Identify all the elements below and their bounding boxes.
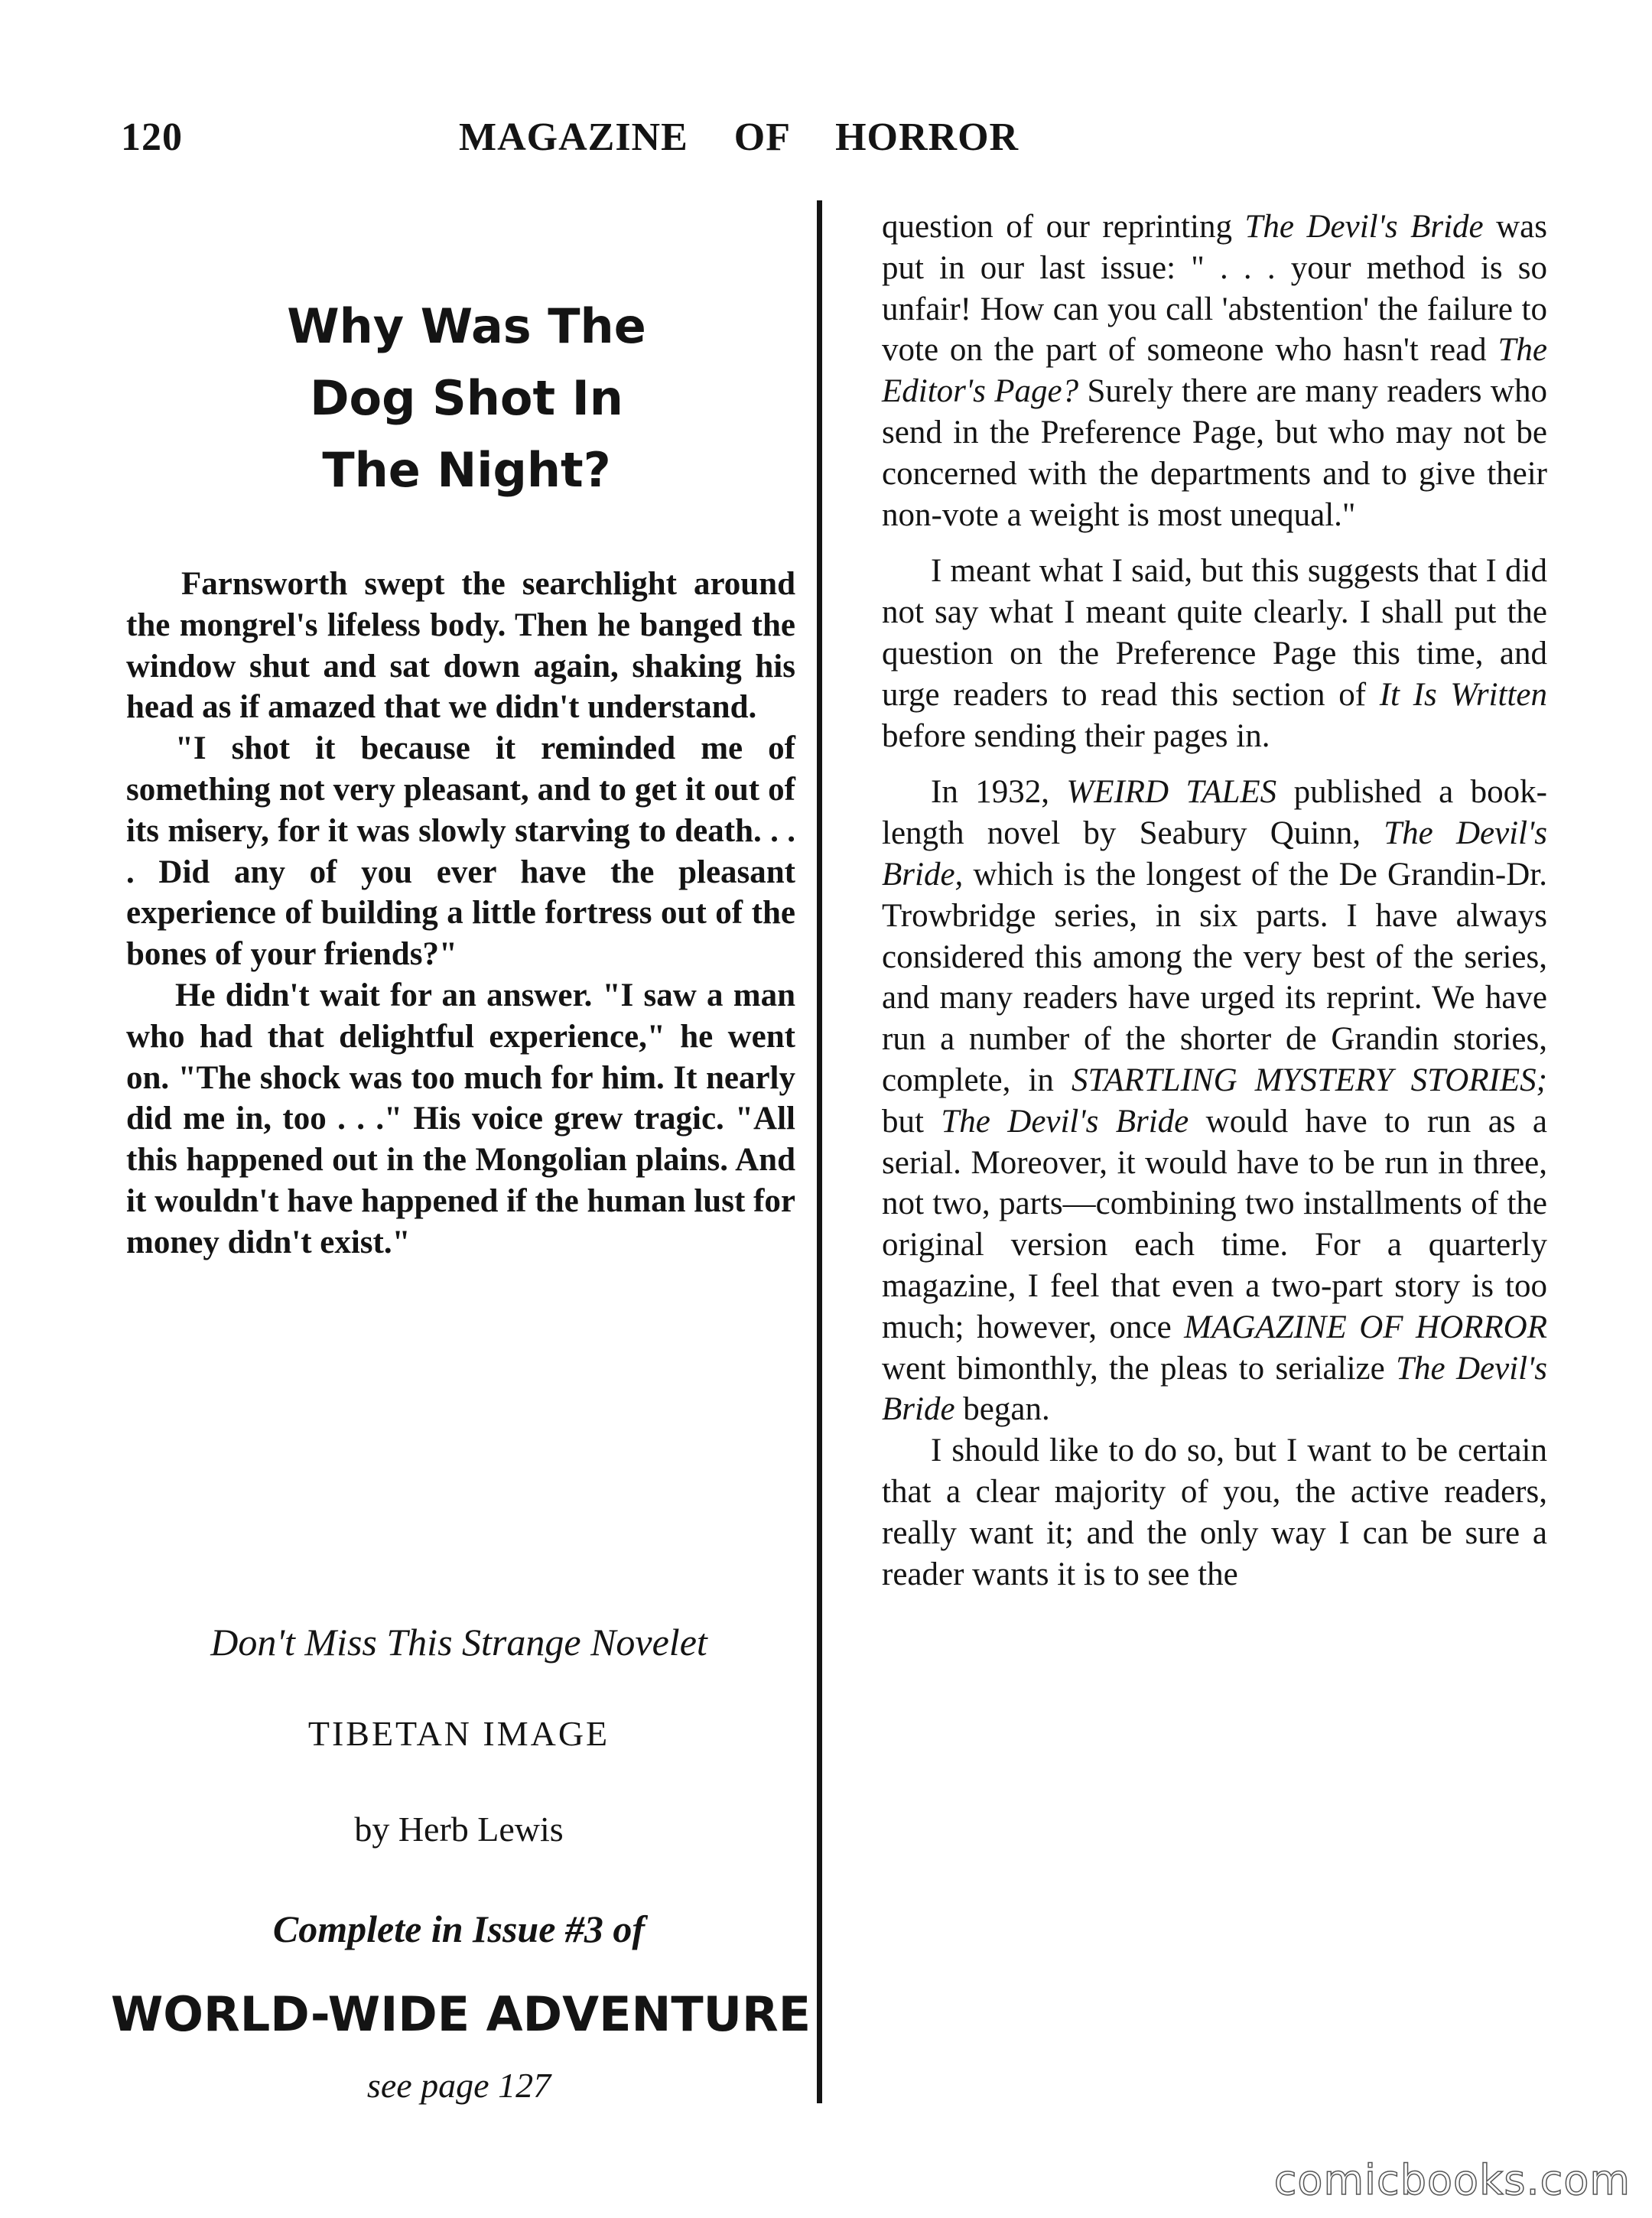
excerpt-paragraph: He didn't wait for an answer. "I saw a man who had that delightful experience," he went on. "The shock was too much for him. It nearly did me in, too . . ." His voice grew tragic. "All this happened out in the Mongolian plains. And it wouldn't have happened if the human lust for money didn't exist.": [126, 977, 795, 1260]
running-title: MAGAZINE OF HORROR: [459, 115, 1019, 159]
italic-title: The Devil's Bride,: [882, 815, 1547, 893]
text-run: question of our reprinting: [882, 209, 1245, 245]
column-divider: [817, 200, 822, 2103]
excerpt-paragraph: "I shot it because it reminded me of something not very pleasant, and to get it out of its misery, for it was slowly starving to death. . . . Did any of you ever have the pleasant experience of building a little fortress out of the bones of your friends?": [126, 730, 795, 973]
text-run: but: [882, 1103, 941, 1140]
ad-byline: by Herb Lewis: [354, 1810, 564, 1849]
ad-issue-line: Complete in Issue #3 of: [272, 1907, 646, 1950]
text-run: which is the longest of the De Grandin-Dr. Trowbridge series, in six parts. I have always considered this among the very best of the series, and many readers have urged its reprint. We have run a number of the shorter de Grandin stories, complete, in: [882, 856, 1547, 1098]
italic-title: WEIRD TALES: [1066, 774, 1277, 811]
italic-title: MAGAZINE OF HORROR: [1184, 1309, 1547, 1345]
article-paragraph: [882, 772, 1547, 1430]
article-paragraph: [882, 551, 1547, 756]
italic-title: STARTLING MYSTERY STORIES;: [1071, 1062, 1547, 1098]
italic-title: It Is Written: [1379, 676, 1547, 713]
excerpt-paragraph: Farnsworth swept the searchlight around the mongrel's lifeless body. Then he banged the window shut and sat down again, shaking his head as if amazed that we didn't understand.: [126, 566, 795, 726]
text-run: would have to run as a serial. Moreover, it would have to be run in three, not two, parts—combining two installments of the original version each time. For a quarterly magazine, I feel that even a two-part story is too much; however, once: [882, 1103, 1547, 1345]
ad-excerpt: [126, 564, 795, 1263]
text-run: In 1932,: [931, 774, 1067, 811]
italic-title: The Devil's Bride: [882, 1350, 1547, 1428]
text-run: I should like to do so, but I want to be certain that a clear majority of you, the active readers, really want it; and the only way I can be sure a reader wants it is to see the: [882, 1433, 1547, 1592]
text-run: published a book-length novel by Seabury Quinn,: [882, 774, 1547, 852]
ad-story-title: TIBETAN IMAGE: [307, 1714, 610, 1753]
article-paragraph: [882, 1430, 1547, 1595]
italic-title: The Devil's Bride: [1244, 209, 1484, 245]
article-column: [882, 207, 1547, 1595]
italic-title: The Editor's Page?: [882, 332, 1547, 410]
site-watermark: comicbooks.com: [1273, 2156, 1631, 2204]
page-number: 120: [121, 115, 183, 159]
text-run: began.: [954, 1391, 1050, 1428]
ad-headline-line: Why Was The: [287, 298, 646, 354]
text-run: was put in our last issue: " . . . your method is so unfair! How can you call 'abstention' the failure to vote on the part of someone who hasn't read: [882, 209, 1547, 369]
ad-see-page-link[interactable]: see page 127: [366, 2066, 551, 2105]
ad-magazine-name: WORLD-WIDE ADVENTURE: [110, 1986, 811, 2042]
ad-tagline: Don't Miss This Strange Novelet: [210, 1621, 707, 1664]
article-paragraph: [882, 207, 1547, 535]
text-run: before sending their pages in.: [882, 717, 1270, 754]
ad-headline-line: Dog Shot In: [310, 370, 623, 426]
ad-headline-line: The Night?: [322, 442, 611, 498]
ad-headline: [229, 291, 704, 506]
italic-title: The Devil's Bride: [941, 1103, 1189, 1140]
text-run: Surely there are many readers who send in the Preference Page, but who may not be concerned with the departments and to give their non-vote a weight is most unequal.": [882, 373, 1547, 533]
text-run: went bimonthly, the pleas to serialize: [882, 1350, 1397, 1387]
text-run: I meant what I said, but this suggests that I did not say what I meant quite clearly. I shall put the question on the Preference Page this time, and urge readers to read this section of: [882, 553, 1547, 713]
